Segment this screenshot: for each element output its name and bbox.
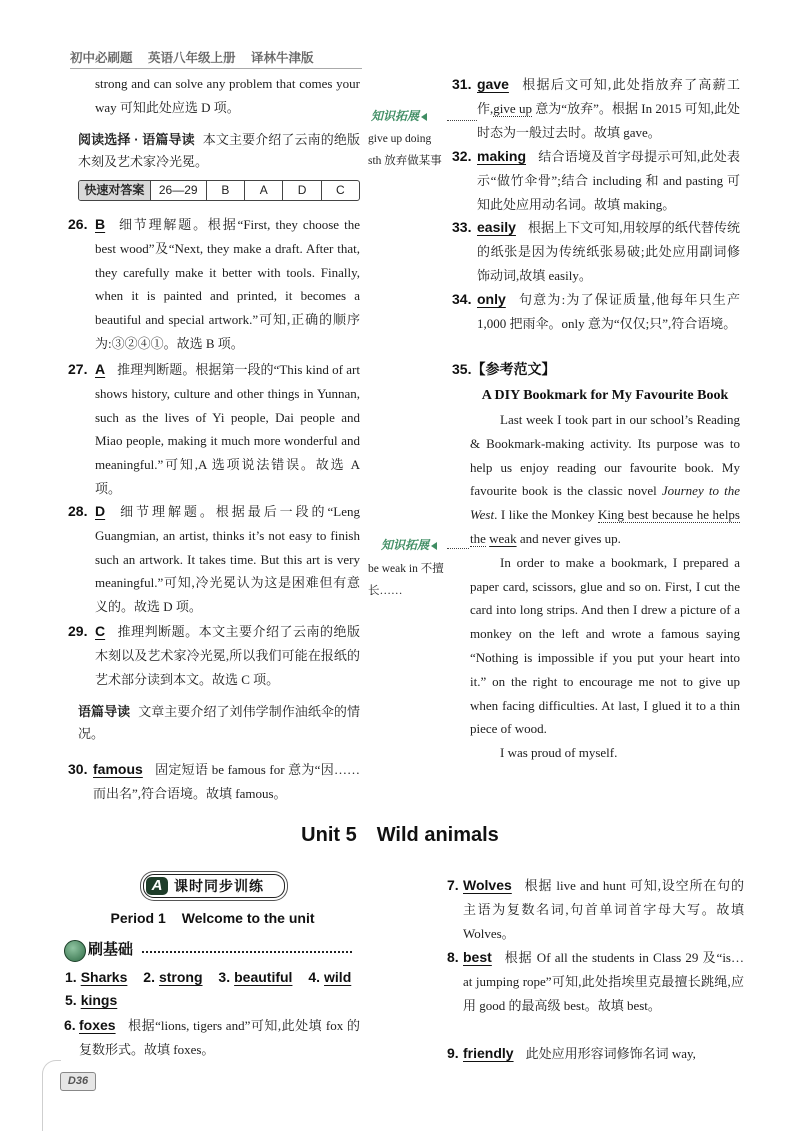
item-number: 30.: [68, 761, 88, 777]
item-number: 33.: [452, 219, 472, 235]
answer-item-8: [447, 946, 744, 1017]
item-explanation: 根据后文可知,此处指放弃了高薪工作,: [477, 77, 740, 116]
quick-answer-value: D: [282, 181, 320, 200]
essay-highlight-word: weak: [489, 530, 517, 546]
answer-row: [65, 966, 363, 990]
sample-essay: [470, 408, 740, 765]
unit-label: Unit 5: [301, 824, 357, 846]
lesson-banner: [143, 874, 285, 898]
item-explanation: 细节理解题。根据最后一段的“Leng Guangmian, an artist, thinks it’s not easy to finish such an artwork. It takes time. But this art is very meaningful.”可知,冷光冕认为这是困难但有意义的。故选 D 项。: [95, 504, 360, 615]
item-explanation: 结合语境及首字母提示可知,此处表示“做竹伞骨”;结合 including 和 and pasting 可知此处应用动名词。故填 making。: [477, 149, 740, 212]
quick-answer-table: [78, 180, 360, 201]
answer-item-32: [452, 145, 740, 216]
item-number: 5.: [65, 992, 77, 1008]
period-number: Period 1: [110, 910, 166, 926]
reading-guide-label: 阅读选择 · 语篇导读: [78, 132, 195, 147]
passage-guide: [78, 701, 360, 745]
item-answer: kings: [80, 992, 118, 1008]
answer-item-34: [452, 288, 740, 336]
side-note-text: give up doing sth 放弃做某事: [368, 133, 442, 167]
highlighted-phrase: give up: [493, 100, 532, 116]
essay-paragraph: I was proud of myself.: [500, 745, 618, 761]
quick-answer-range: 26—29: [150, 181, 206, 200]
item-number: 29.: [68, 623, 88, 639]
answer-item-9: [447, 1042, 744, 1066]
quick-answer-value: C: [321, 181, 359, 200]
item-answer: best: [463, 949, 492, 965]
item-answer: making: [477, 148, 527, 164]
essay-text: Last week I took part in our school’s Reading & Bookmark-making activity. Its purpose was to help us enjoy reading our favourite book. My favourite book is the classic novel: [470, 412, 740, 499]
page-number: D36: [60, 1072, 96, 1091]
answer-row: [65, 989, 129, 1013]
carryover-text: strong and can solve any problem that comes your way 可知此处应选 D 项。: [95, 76, 360, 115]
arrow-left-icon: [421, 113, 427, 121]
note-connector-line: [447, 548, 469, 549]
running-header: [70, 48, 362, 69]
item-explanation: 根据“lions, tigers and”可知,此处填 fox 的复数形式。故填 foxes。: [79, 1018, 360, 1057]
answer-item-27: [68, 358, 360, 501]
sample-essay-label: 【参考范文】: [471, 361, 556, 377]
period-title: Welcome to the unit: [181, 910, 315, 926]
unit-name: Wild animals: [376, 824, 499, 846]
item-explanation: 推理判断题。根据第一段的“This kind of art shows history, culture and other things in Yunnan, such as the lives of Yi people, Dai people and Miao people, making it much more wonderful and meaningful.”可知,A 选项说法错误。故选 A 项。: [95, 362, 360, 496]
quick-answer-value: A: [244, 181, 282, 200]
item-answer: A: [95, 361, 106, 377]
answer-item-7: [447, 874, 744, 945]
quick-answer-value: B: [206, 181, 244, 200]
item-number: 6.: [64, 1017, 76, 1033]
answer-item-29: [68, 620, 360, 691]
essay-text: . I like the Monkey: [494, 507, 599, 523]
item-number: 8.: [447, 949, 459, 965]
item-number: 31.: [452, 76, 472, 92]
item-explanation: 细节理解题。根据“First, they choose the best wood”及“Next, they make a draft. After that, they carefully make it better with tools. Finally, when it is painted and printed, it becomes a beautiful and special artwork.”可知,正确的顺序为:③②④①。故选 B 项。: [95, 217, 360, 351]
item-number: 4.: [308, 969, 321, 985]
item-number: 7.: [447, 877, 459, 893]
arrow-left-icon: [431, 542, 437, 550]
item-explanation: 此处应用形容词修饰名词 way,: [525, 1046, 696, 1061]
item-number: 3.: [218, 969, 231, 985]
item-number: 2.: [143, 969, 155, 985]
answer-item-30: [68, 758, 360, 806]
knowledge-extension-label: [371, 108, 427, 124]
answer-item-35-heading: [452, 358, 555, 382]
answer-item-6: [64, 1014, 360, 1062]
item-number: 28.: [68, 503, 88, 519]
brush-icon: [64, 940, 86, 962]
item-answer: easily: [477, 219, 516, 235]
item-answer: beautiful: [234, 969, 293, 985]
item-answer: gave: [477, 76, 509, 92]
answer-item-33: [452, 216, 740, 287]
reading-guide: [78, 129, 360, 173]
passage-guide-label: 语篇导读: [78, 704, 131, 719]
item-number: 9.: [447, 1045, 459, 1061]
item-answer: friendly: [463, 1045, 514, 1061]
essay-dotted-phrase: King best because he helps the: [470, 507, 740, 546]
book-title: Journey to the West: [470, 483, 740, 523]
answer-item-28: [68, 500, 360, 619]
passage-guide-summary: 文章主要介绍了刘伟学制作油纸伞的情况。: [78, 704, 360, 741]
header-book: 初中必刷题: [70, 51, 133, 65]
item-number: 27.: [68, 361, 88, 377]
item-number: 1.: [65, 969, 77, 985]
lesson-badge: A: [146, 877, 168, 895]
item-answer: D: [95, 503, 106, 519]
header-edition: 译林牛津版: [251, 51, 314, 65]
item-number: 35.: [452, 361, 472, 377]
note-label-text: 知识拓展: [381, 538, 430, 552]
essay-paragraph: In order to make a bookmark, I prepared a paper card, scissors, glue and so on. First, I cut the card into long strips. And then I drew a picture of a monkey on the left and wrote a famous saying “Nothing is impossible if you put your heart into it.” on the right to encourage me not to give up when facing difficulties. At last, I glued it to a thin piece of wood.: [470, 554, 740, 737]
item-number: 32.: [452, 148, 472, 164]
reading-guide-summary: 本文主要介绍了云南的绝版木刻及艺术家冷光冕。: [78, 132, 360, 169]
lesson-banner-text: 课时同步训练: [174, 878, 264, 894]
item-answer: C: [95, 623, 106, 639]
item-answer: Sharks: [80, 969, 128, 985]
item-explanation-rest: 意为“放弃”。根据 In 2015 可知,此处时态为一般过去时。故填 gave。: [477, 100, 740, 140]
answer-item-31: [452, 73, 740, 144]
period-heading: [65, 907, 360, 929]
page-corner-decoration: [42, 1060, 61, 1131]
item-explanation: 句意为:为了保证质量,他每年只生产 1,000 把雨伞。only 意为“仅仅;只”,符合语境。: [477, 292, 740, 331]
essay-title: A DIY Bookmark for My Favourite Book: [481, 388, 729, 403]
item-explanation: 根据 Of all the students in Class 29 及“is… at jumping rope”可知,此处指埃里克最擅长跳绳,应用 good 的最高级 best。故填 best。: [463, 950, 744, 1013]
item-explanation: 根据 live and hunt 可知,设空所在句的主语为复数名词,句首单词首字母大写。故填 Wolves。: [463, 878, 744, 941]
item-number: 26.: [68, 216, 88, 232]
item-answer: strong: [158, 969, 203, 985]
essay-paragraph: [470, 408, 740, 551]
unit-title: [0, 822, 800, 848]
item-explanation: 根据上下文可知,用较厚的纸代替传统的纸张是因为传统纸张易破;此处应用副词修饰动词,故填 easily。: [477, 220, 740, 283]
item-answer: Wolves: [463, 877, 512, 893]
header-subject: 英语八年级上册: [148, 51, 236, 65]
item-explanation: 固定短语 be famous for 意为“因……而出名”,符合语境。故填 famous。: [93, 762, 360, 801]
item-answer: famous: [93, 761, 143, 777]
item-answer: wild: [324, 969, 352, 985]
note-label-text: 知识拓展: [371, 109, 420, 123]
dotted-divider: [142, 951, 352, 953]
item-answer: only: [477, 291, 506, 307]
item-answer: foxes: [79, 1017, 116, 1033]
essay-text: and never gives up.: [516, 530, 621, 546]
item-number: 34.: [452, 291, 472, 307]
answer-item-26: [68, 213, 360, 356]
knowledge-extension-label: [381, 537, 437, 553]
item-explanation: 推理判断题。本文主要介绍了云南的绝版木刻以及艺术家冷光冕,所以我们可能在报纸的艺术部分读到本文。故选 C 项。: [95, 624, 360, 687]
quick-answer-label: 快速对答案: [79, 181, 150, 200]
basic-practice-label: 刷基础: [88, 941, 134, 958]
note-connector-line: [447, 120, 477, 121]
side-note-text: be weak in 不擅长……: [368, 563, 444, 597]
item-answer: B: [95, 216, 106, 232]
